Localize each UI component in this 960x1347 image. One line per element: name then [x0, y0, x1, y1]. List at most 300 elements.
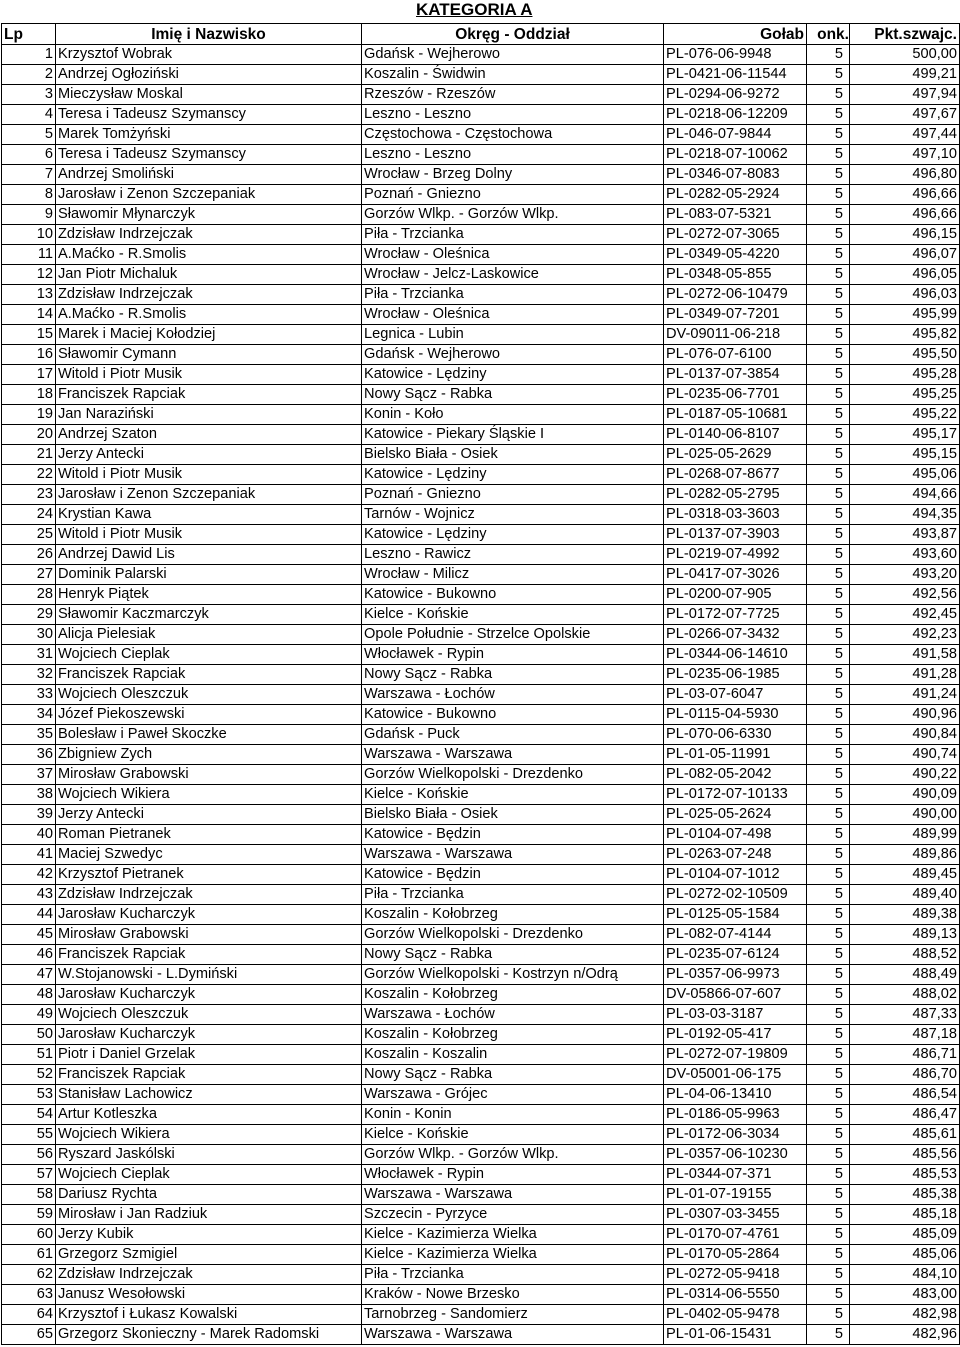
- table-row: [2, 685, 960, 705]
- row-pkt: 489,45: [850, 865, 960, 885]
- table-row: [2, 825, 960, 845]
- row-name: Teresa i Tadeusz Szymanscy: [56, 105, 362, 125]
- row-lp: 29: [2, 605, 56, 625]
- row-pkt: 488,52: [850, 945, 960, 965]
- row-name: Franciszek Rapciak: [56, 1065, 362, 1085]
- row-name: Witold i Piotr Musik: [56, 465, 362, 485]
- table-row: [2, 1225, 960, 1245]
- row-name: Józef Piekoszewski: [56, 705, 362, 725]
- row-lp: 11: [2, 245, 56, 265]
- row-region: Wrocław - Oleśnica: [362, 305, 664, 325]
- table-row: [2, 645, 960, 665]
- row-name: Jerzy Antecki: [56, 805, 362, 825]
- row-konk: 5: [807, 865, 850, 885]
- table-row: [2, 505, 960, 525]
- row-name: Krzysztof Wobrak: [56, 45, 362, 65]
- row-lp: 24: [2, 505, 56, 525]
- row-konk: 5: [807, 625, 850, 645]
- row-name: Wojciech Cieplak: [56, 645, 362, 665]
- row-region: Katowice - Lędziny: [362, 525, 664, 545]
- row-konk: 5: [807, 1165, 850, 1185]
- row-pigeon: PL-0137-07-3903: [664, 525, 807, 545]
- row-pigeon: PL-025-05-2629: [664, 445, 807, 465]
- row-konk: 5: [807, 1065, 850, 1085]
- row-pkt: 490,84: [850, 725, 960, 745]
- row-region: Katowice - Lędziny: [362, 365, 664, 385]
- row-pkt: 486,54: [850, 1085, 960, 1105]
- row-name: Jerzy Kubik: [56, 1225, 362, 1245]
- row-region: Rzeszów - Rzeszów: [362, 85, 664, 105]
- row-konk: 5: [807, 1105, 850, 1125]
- row-name: Andrzej Smoliński: [56, 165, 362, 185]
- table-row: [2, 1245, 960, 1265]
- row-konk: 5: [807, 425, 850, 445]
- row-lp: 21: [2, 445, 56, 465]
- row-pigeon: PL-0268-07-8677: [664, 465, 807, 485]
- row-konk: 5: [807, 1285, 850, 1305]
- table-row: [2, 1305, 960, 1325]
- row-region: Nowy Sącz - Rabka: [362, 385, 664, 405]
- row-lp: 63: [2, 1285, 56, 1305]
- row-region: Leszno - Leszno: [362, 105, 664, 125]
- row-konk: 5: [807, 1145, 850, 1165]
- row-pigeon: PL-0307-03-3455: [664, 1205, 807, 1225]
- table-row: [2, 185, 960, 205]
- row-lp: 43: [2, 885, 56, 905]
- row-pigeon: PL-0357-06-10230: [664, 1145, 807, 1165]
- row-name: Sławomir Cymann: [56, 345, 362, 365]
- row-lp: 51: [2, 1045, 56, 1065]
- row-konk: 5: [807, 1325, 850, 1345]
- table-row: [2, 45, 960, 65]
- row-region: Kielce - Kazimierza Wielka: [362, 1225, 664, 1245]
- row-pigeon: PL-0104-07-498: [664, 825, 807, 845]
- row-pigeon: PL-0186-05-9963: [664, 1105, 807, 1125]
- row-lp: 48: [2, 985, 56, 1005]
- row-region: Poznań - Gniezno: [362, 185, 664, 205]
- row-lp: 65: [2, 1325, 56, 1345]
- row-region: Warszawa - Warszawa: [362, 1185, 664, 1205]
- row-name: Mieczysław Moskal: [56, 85, 362, 105]
- row-name: Dariusz Rychta: [56, 1185, 362, 1205]
- table-row: [2, 65, 960, 85]
- row-lp: 32: [2, 665, 56, 685]
- row-name: Bolesław i Paweł Skoczke: [56, 725, 362, 745]
- row-region: Poznań - Gniezno: [362, 485, 664, 505]
- row-pigeon: PL-046-07-9844: [664, 125, 807, 145]
- row-konk: 5: [807, 1085, 850, 1105]
- row-region: Piła - Trzcianka: [362, 285, 664, 305]
- table-row: [2, 805, 960, 825]
- row-name: Jarosław Kucharczyk: [56, 985, 362, 1005]
- row-region: Koszalin - Świdwin: [362, 65, 664, 85]
- table-row: [2, 845, 960, 865]
- table-row: [2, 205, 960, 225]
- row-konk: 5: [807, 1205, 850, 1225]
- row-konk: 5: [807, 365, 850, 385]
- row-pigeon: PL-0125-05-1584: [664, 905, 807, 925]
- row-pigeon: PL-04-06-13410: [664, 1085, 807, 1105]
- row-name: Ryszard Jaskólski: [56, 1145, 362, 1165]
- row-name: Jarosław i Zenon Szczepaniak: [56, 185, 362, 205]
- row-pkt: 495,22: [850, 405, 960, 425]
- row-pigeon: PL-0282-05-2924: [664, 185, 807, 205]
- row-pkt: 486,70: [850, 1065, 960, 1085]
- row-konk: 5: [807, 285, 850, 305]
- row-name: Mirosław Grabowski: [56, 765, 362, 785]
- row-lp: 56: [2, 1145, 56, 1165]
- row-name: Zdzisław Indrzejczak: [56, 1265, 362, 1285]
- row-konk: 5: [807, 65, 850, 85]
- row-region: Gorzów Wielkopolski - Drezdenko: [362, 765, 664, 785]
- row-pkt: 485,53: [850, 1165, 960, 1185]
- table-row: [2, 445, 960, 465]
- row-pigeon: PL-0421-06-11544: [664, 65, 807, 85]
- table-row: [2, 125, 960, 145]
- row-konk: 5: [807, 945, 850, 965]
- row-pigeon: PL-0349-07-7201: [664, 305, 807, 325]
- row-konk: 5: [807, 1045, 850, 1065]
- row-konk: 5: [807, 785, 850, 805]
- row-region: Włocławek - Rypin: [362, 1165, 664, 1185]
- table-row: [2, 325, 960, 345]
- row-pkt: 489,86: [850, 845, 960, 865]
- row-pkt: 489,99: [850, 825, 960, 845]
- row-pigeon: DV-05001-06-175: [664, 1065, 807, 1085]
- table-row: [2, 745, 960, 765]
- category-title: KATEGORIA A: [416, 0, 533, 19]
- row-name: Marek Tomżyński: [56, 125, 362, 145]
- row-lp: 16: [2, 345, 56, 365]
- table-row: [2, 625, 960, 645]
- row-lp: 49: [2, 1005, 56, 1025]
- row-region: Piła - Trzcianka: [362, 885, 664, 905]
- row-region: Włocławek - Rypin: [362, 645, 664, 665]
- row-lp: 53: [2, 1085, 56, 1105]
- row-konk: 5: [807, 245, 850, 265]
- table-row: [2, 945, 960, 965]
- row-pigeon: PL-0170-05-2864: [664, 1245, 807, 1265]
- row-konk: 5: [807, 485, 850, 505]
- row-konk: 5: [807, 325, 850, 345]
- row-name: Andrzej Dawid Lis: [56, 545, 362, 565]
- row-pigeon: PL-0200-07-905: [664, 585, 807, 605]
- row-pkt: 495,82: [850, 325, 960, 345]
- row-pigeon: PL-0137-07-3854: [664, 365, 807, 385]
- row-konk: 5: [807, 1305, 850, 1325]
- table-row: [2, 145, 960, 165]
- row-pkt: 485,38: [850, 1185, 960, 1205]
- row-pkt: 491,24: [850, 685, 960, 705]
- row-pkt: 485,09: [850, 1225, 960, 1245]
- row-region: Opole Południe - Strzelce Opolskie: [362, 625, 664, 645]
- row-name: Jerzy Antecki: [56, 445, 362, 465]
- row-lp: 27: [2, 565, 56, 585]
- row-pigeon: PL-083-07-5321: [664, 205, 807, 225]
- table-row: [2, 565, 960, 585]
- row-pigeon: PL-0344-07-371: [664, 1165, 807, 1185]
- row-region: Nowy Sącz - Rabka: [362, 945, 664, 965]
- row-pkt: 486,47: [850, 1105, 960, 1125]
- row-name: Franciszek Rapciak: [56, 665, 362, 685]
- row-konk: 5: [807, 465, 850, 485]
- row-konk: 5: [807, 745, 850, 765]
- table-row: [2, 345, 960, 365]
- row-name: Jarosław Kucharczyk: [56, 1025, 362, 1045]
- row-region: Kielce - Końskie: [362, 1125, 664, 1145]
- row-pkt: 485,18: [850, 1205, 960, 1225]
- row-lp: 64: [2, 1305, 56, 1325]
- row-region: Konin - Konin: [362, 1105, 664, 1125]
- table-row: [2, 1165, 960, 1185]
- row-region: Bielsko Biała - Osiek: [362, 445, 664, 465]
- row-lp: 47: [2, 965, 56, 985]
- row-pigeon: PL-01-06-15431: [664, 1325, 807, 1345]
- row-name: Stanisław Lachowicz: [56, 1085, 362, 1105]
- row-name: Janusz Wesołowski: [56, 1285, 362, 1305]
- row-konk: 5: [807, 705, 850, 725]
- row-konk: 5: [807, 205, 850, 225]
- row-name: Witold i Piotr Musik: [56, 525, 362, 545]
- row-name: Henryk Piątek: [56, 585, 362, 605]
- table-row: [2, 1145, 960, 1165]
- row-konk: 5: [807, 45, 850, 65]
- row-lp: 37: [2, 765, 56, 785]
- row-pkt: 495,28: [850, 365, 960, 385]
- row-region: Warszawa - Warszawa: [362, 745, 664, 765]
- row-pkt: 497,94: [850, 85, 960, 105]
- row-name: Zdzisław Indrzejczak: [56, 285, 362, 305]
- header-region: Okręg - Oddział: [362, 24, 664, 45]
- row-lp: 9: [2, 205, 56, 225]
- row-pigeon: PL-0402-05-9478: [664, 1305, 807, 1325]
- row-konk: 5: [807, 805, 850, 825]
- row-lp: 14: [2, 305, 56, 325]
- row-pkt: 490,96: [850, 705, 960, 725]
- row-region: Nowy Sącz - Rabka: [362, 665, 664, 685]
- row-region: Warszawa - Grójec: [362, 1085, 664, 1105]
- row-pigeon: PL-0294-06-9272: [664, 85, 807, 105]
- row-pkt: 499,21: [850, 65, 960, 85]
- table-row: [2, 485, 960, 505]
- row-pkt: 490,74: [850, 745, 960, 765]
- row-pigeon: PL-0344-06-14610: [664, 645, 807, 665]
- row-region: Kraków - Nowe Brzesko: [362, 1285, 664, 1305]
- row-pigeon: PL-01-07-19155: [664, 1185, 807, 1205]
- table-row: [2, 905, 960, 925]
- table-row: [2, 385, 960, 405]
- table-row: [2, 1325, 960, 1345]
- row-pigeon: PL-0218-06-12209: [664, 105, 807, 125]
- table-row: [2, 1125, 960, 1145]
- row-region: Wrocław - Milicz: [362, 565, 664, 585]
- row-pkt: 495,15: [850, 445, 960, 465]
- header-pkt: Pkt.szwajc.: [850, 24, 960, 45]
- row-region: Gorzów Wielkopolski - Drezdenko: [362, 925, 664, 945]
- table-row: [2, 1265, 960, 1285]
- row-pkt: 492,45: [850, 605, 960, 625]
- row-lp: 58: [2, 1185, 56, 1205]
- row-name: Sławomir Kaczmarczyk: [56, 605, 362, 625]
- row-region: Leszno - Leszno: [362, 145, 664, 165]
- row-konk: 5: [807, 85, 850, 105]
- row-konk: 5: [807, 925, 850, 945]
- row-name: Wojciech Cieplak: [56, 1165, 362, 1185]
- row-region: Gdańsk - Puck: [362, 725, 664, 745]
- row-region: Katowice - Lędziny: [362, 465, 664, 485]
- row-konk: 5: [807, 605, 850, 625]
- table-row: [2, 785, 960, 805]
- header-pigeon: Gołab: [664, 24, 807, 45]
- row-pkt: 497,10: [850, 145, 960, 165]
- row-konk: 5: [807, 225, 850, 245]
- row-konk: 5: [807, 265, 850, 285]
- row-pigeon: PL-0272-02-10509: [664, 885, 807, 905]
- row-region: Warszawa - Łochów: [362, 685, 664, 705]
- row-region: Nowy Sącz - Rabka: [362, 1065, 664, 1085]
- row-pkt: 487,18: [850, 1025, 960, 1045]
- table-row: [2, 245, 960, 265]
- results-body: [2, 45, 960, 1345]
- table-row: [2, 985, 960, 1005]
- row-lp: 59: [2, 1205, 56, 1225]
- row-lp: 61: [2, 1245, 56, 1265]
- table-row: [2, 1105, 960, 1125]
- row-konk: 5: [807, 345, 850, 365]
- row-pigeon: PL-082-05-2042: [664, 765, 807, 785]
- row-lp: 45: [2, 925, 56, 945]
- row-pigeon: PL-0187-05-10681: [664, 405, 807, 425]
- row-pigeon: PL-0272-07-3065: [664, 225, 807, 245]
- row-name: Mirosław i Jan Radziuk: [56, 1205, 362, 1225]
- row-region: Wrocław - Jelcz-Laskowice: [362, 265, 664, 285]
- row-name: Andrzej Ogłoziński: [56, 65, 362, 85]
- row-lp: 34: [2, 705, 56, 725]
- row-pkt: 496,07: [850, 245, 960, 265]
- row-konk: 5: [807, 165, 850, 185]
- row-pigeon: PL-0346-07-8083: [664, 165, 807, 185]
- row-region: Bielsko Biała - Osiek: [362, 805, 664, 825]
- row-pkt: 495,99: [850, 305, 960, 325]
- table-row: [2, 465, 960, 485]
- row-name: Piotr i Daniel Grzelak: [56, 1045, 362, 1065]
- row-pkt: 500,00: [850, 45, 960, 65]
- row-pkt: 485,06: [850, 1245, 960, 1265]
- row-pkt: 490,22: [850, 765, 960, 785]
- row-lp: 28: [2, 585, 56, 605]
- table-row: [2, 365, 960, 385]
- row-pkt: 497,44: [850, 125, 960, 145]
- row-pigeon: PL-0263-07-248: [664, 845, 807, 865]
- row-pigeon: PL-01-05-11991: [664, 745, 807, 765]
- row-pkt: 492,23: [850, 625, 960, 645]
- row-region: Piła - Trzcianka: [362, 1265, 664, 1285]
- row-lp: 2: [2, 65, 56, 85]
- row-lp: 44: [2, 905, 56, 925]
- row-konk: 5: [807, 1265, 850, 1285]
- row-konk: 5: [807, 905, 850, 925]
- row-pigeon: PL-070-06-6330: [664, 725, 807, 745]
- row-region: Gdańsk - Wejherowo: [362, 45, 664, 65]
- row-lp: 31: [2, 645, 56, 665]
- header-lp: Lp: [2, 24, 56, 45]
- row-konk: 5: [807, 985, 850, 1005]
- row-lp: 19: [2, 405, 56, 425]
- row-lp: 36: [2, 745, 56, 765]
- row-konk: 5: [807, 565, 850, 585]
- row-region: Kielce - Kazimierza Wielka: [362, 1245, 664, 1265]
- table-row: [2, 1285, 960, 1305]
- row-lp: 5: [2, 125, 56, 145]
- row-pkt: 484,10: [850, 1265, 960, 1285]
- row-konk: 5: [807, 1005, 850, 1025]
- results-table: [1, 23, 960, 1345]
- row-pigeon: PL-025-05-2624: [664, 805, 807, 825]
- row-pkt: 497,67: [850, 105, 960, 125]
- row-pigeon: DV-05866-07-607: [664, 985, 807, 1005]
- row-pkt: 489,38: [850, 905, 960, 925]
- row-lp: 3: [2, 85, 56, 105]
- table-row: [2, 585, 960, 605]
- header-row: [2, 24, 960, 45]
- row-name: Grzegorz Skonieczny - Marek Radomski: [56, 1325, 362, 1345]
- row-lp: 6: [2, 145, 56, 165]
- row-konk: 5: [807, 765, 850, 785]
- row-lp: 50: [2, 1025, 56, 1045]
- row-konk: 5: [807, 585, 850, 605]
- header-konk: onk.: [807, 24, 850, 45]
- row-lp: 35: [2, 725, 56, 745]
- row-name: Teresa i Tadeusz Szymanscy: [56, 145, 362, 165]
- row-pigeon: PL-0104-07-1012: [664, 865, 807, 885]
- table-row: [2, 225, 960, 245]
- row-pigeon: PL-0266-07-3432: [664, 625, 807, 645]
- row-pigeon: PL-0235-06-1985: [664, 665, 807, 685]
- row-pigeon: PL-0172-07-10133: [664, 785, 807, 805]
- row-konk: 5: [807, 665, 850, 685]
- row-region: Wrocław - Brzeg Dolny: [362, 165, 664, 185]
- row-pkt: 494,35: [850, 505, 960, 525]
- row-konk: 5: [807, 1225, 850, 1245]
- row-lp: 26: [2, 545, 56, 565]
- table-row: [2, 285, 960, 305]
- row-lp: 55: [2, 1125, 56, 1145]
- row-konk: 5: [807, 885, 850, 905]
- table-row: [2, 525, 960, 545]
- row-konk: 5: [807, 965, 850, 985]
- row-pkt: 495,06: [850, 465, 960, 485]
- row-region: Katowice - Będzin: [362, 865, 664, 885]
- row-region: Tarnów - Wojnicz: [362, 505, 664, 525]
- row-pigeon: PL-0192-05-417: [664, 1025, 807, 1045]
- row-konk: 5: [807, 545, 850, 565]
- row-region: Leszno - Rawicz: [362, 545, 664, 565]
- row-konk: 5: [807, 505, 850, 525]
- row-region: Gdańsk - Wejherowo: [362, 345, 664, 365]
- row-name: Artur Kotleszka: [56, 1105, 362, 1125]
- table-row: [2, 1205, 960, 1225]
- row-name: Mirosław Grabowski: [56, 925, 362, 945]
- row-name: A.Maćko - R.Smolis: [56, 305, 362, 325]
- row-pigeon: PL-0172-07-7725: [664, 605, 807, 625]
- row-name: Jan Piotr Michaluk: [56, 265, 362, 285]
- row-lp: 18: [2, 385, 56, 405]
- row-pkt: 495,25: [850, 385, 960, 405]
- table-row: [2, 1005, 960, 1025]
- row-name: Roman Pietranek: [56, 825, 362, 845]
- row-region: Kielce - Końskie: [362, 605, 664, 625]
- row-region: Częstochowa - Częstochowa: [362, 125, 664, 145]
